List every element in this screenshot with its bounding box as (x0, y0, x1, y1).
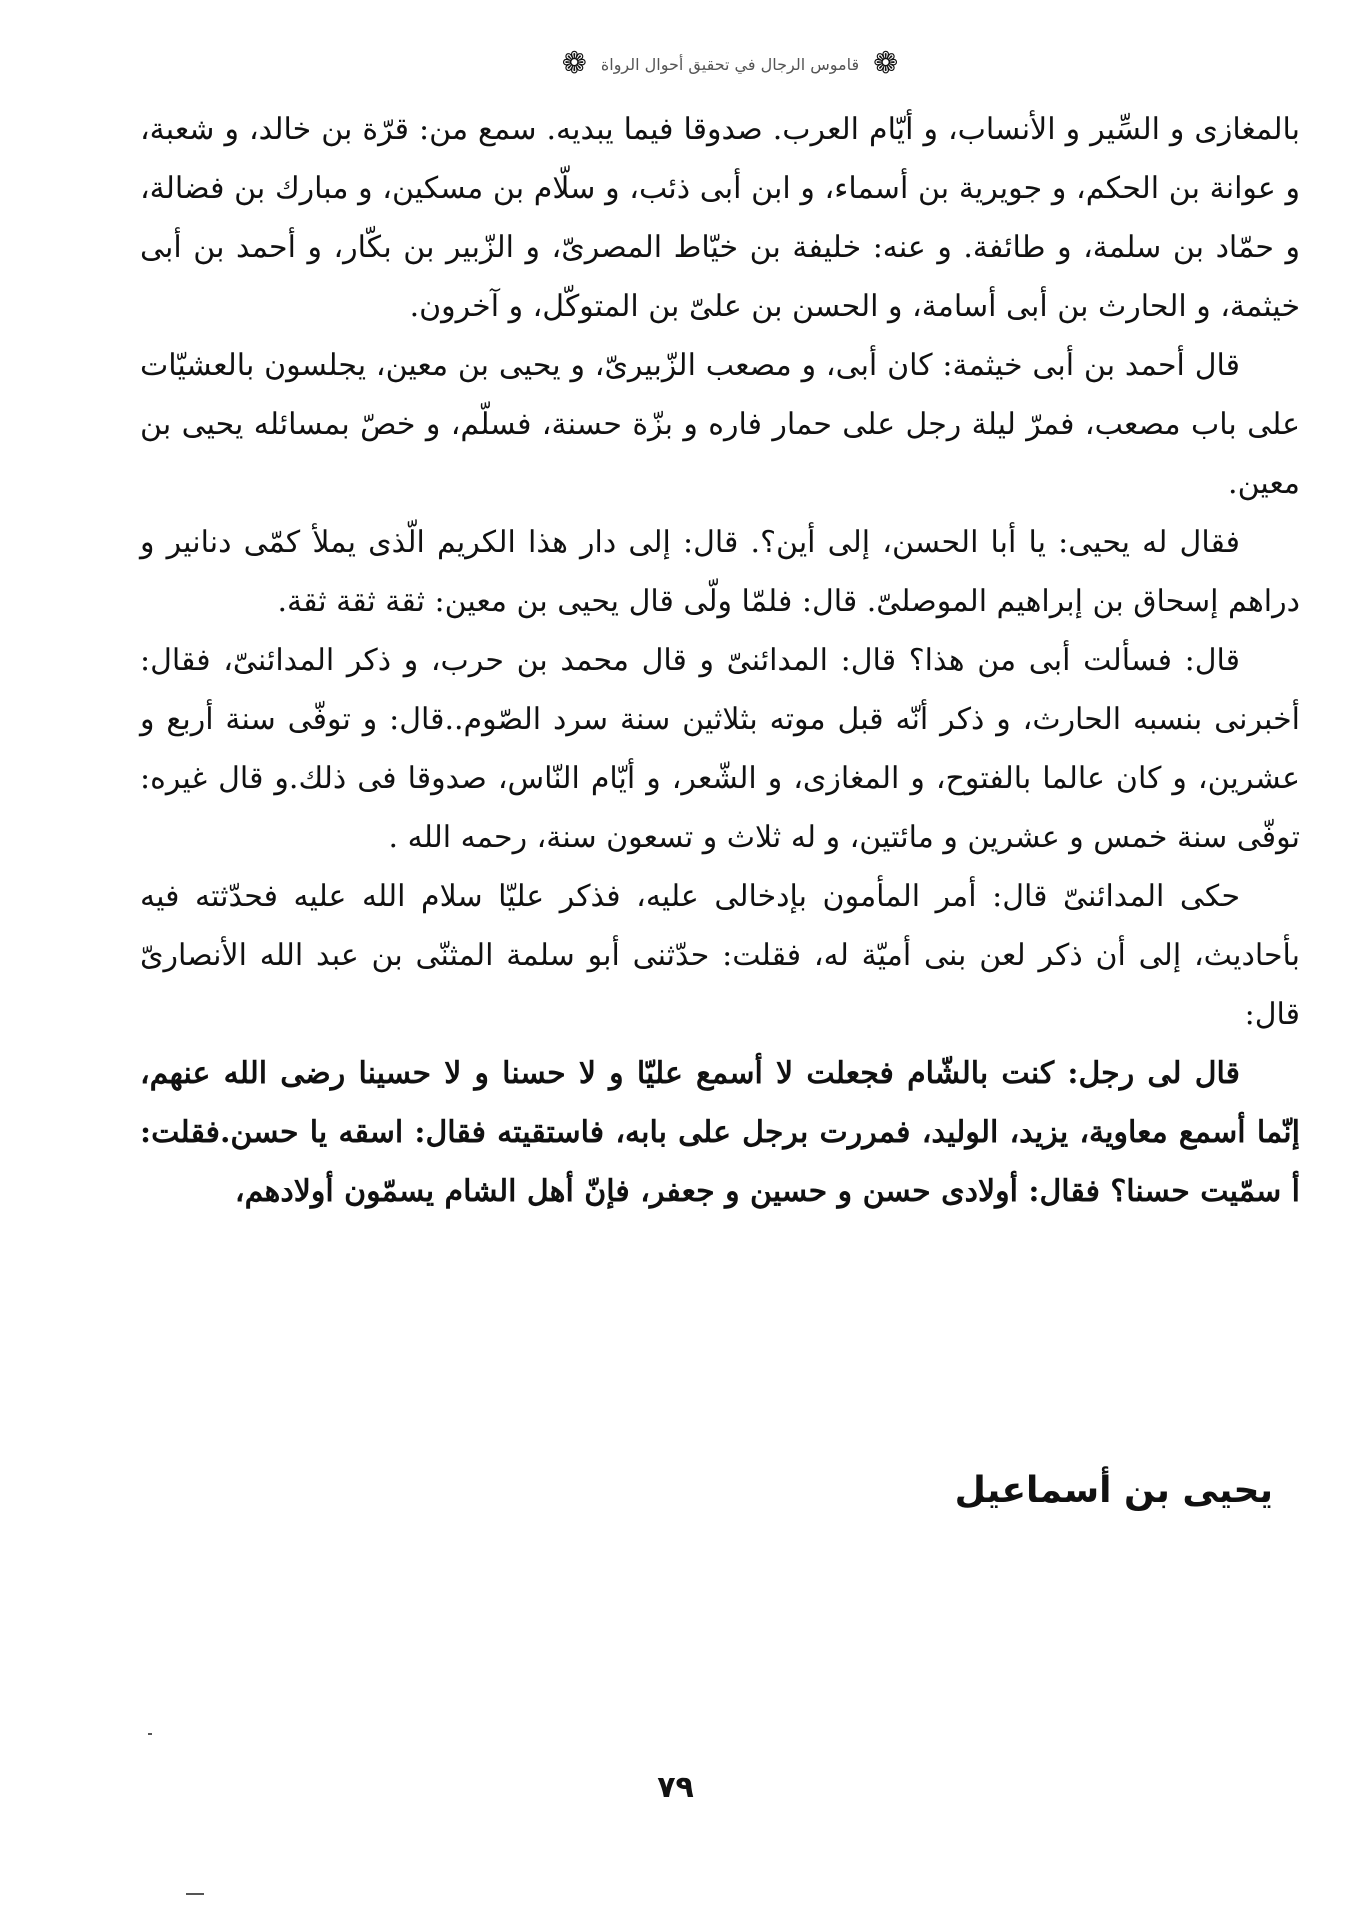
running-header-text: قاموس الرجال في تحقيق أحوال الرواة (600, 54, 860, 74)
body-text (140, 100, 1300, 1221)
paragraph: بالمغازى و السِّير و الأنساب، و أيّام العرب. صدوقا فيما يبديه. سمع من: قرّة بن خالد، و شعبة، و عوانة بن الحكم، و جويرية بن أسماء، و ابن أبى ذئب، و سلّام بن مسكين، و مبارك بن فضالة، و حمّاد بن سلمة، و طائفة. و عنه: خليفة بن خيّاط المصرىّ، و الزّبير بن بكّار، و أحمد بن أبى خيثمة، و الحارث بن أبى أسامة، و الحسن بن علىّ بن المتوكّل، و آخرون. (140, 112, 1300, 324)
paragraph: فقال له يحيى: يا أبا الحسن، إلى أين؟. قال: إلى دار هذا الكريم الّذى يملأ كمّى دنانير و دراهم إسحاق بن إبراهيم الموصلىّ. قال: فلمّا ولّى قال يحيى بن معين: ثقة ثقة ثقة. (140, 525, 1300, 619)
paragraph: قال: فسألت أبى من هذا؟ قال: المدائنىّ و قال محمد بن حرب، و ذكر المدائنىّ، فقال: أخبرنى بنسبه الحارث، و ذكر أنّه قبل موته بثلاثين سنة سرد الصّوم..قال: و توفّى سنة أربع و عشرين، و كان عالما بالفتوح، و المغازى، و الشّعر، و أيّام النّاس، صدوقا فى ذلك.و قال غيره: توفّى سنة خمس و عشرين و مائتين، و له ثلاث و تسعون سنة، رحمه الله . (140, 643, 1300, 855)
paragraph: قال أحمد بن أبى خيثمة: كان أبى، و مصعب الزّبيرىّ، و يحيى بن معين، يجلسون بالعشيّات على باب مصعب، فمرّ ليلة رجل على حمار فاره و بزّة حسنة، فسلّم، و خصّ بمسائله يحيى بن معين. (140, 348, 1300, 501)
ornament-icon: ❁ (873, 46, 899, 81)
ornament-icon: ❁ (561, 46, 587, 81)
scan-mark (148, 1733, 152, 1735)
section-heading: يحيى بن أسماعيل (954, 1470, 1273, 1511)
scan-mark (186, 1893, 204, 1895)
page-number: ٧٩ (657, 1770, 694, 1805)
paragraph: حكى المدائنىّ قال: أمر المأمون بإدخالى عليه، فذكر عليّا سلام الله عليه فحدّثته فيه بأحاديث، إلى أن ذكر لعن بنى أميّة له، فقلت: حدّثنى أبو سلمة المثنّى بن عبد الله الأنصارىّ قال: (140, 879, 1300, 1032)
running-header (510, 44, 950, 84)
paragraph: قال لى رجل: كنت بالشّام فجعلت لا أسمع عليّا و لا حسنا و لا حسينا رضى الله عنهم، إنّما أسمع معاوية، يزيد، الوليد، فمررت برجل على بابه، فاستقيته فقال: اسقه يا حسن.فقلت: أ سمّيت حسنا؟ فقال: أولادى حسن و حسين و جعفر، فإنّ أهل الشام يسمّون أولادهم، (140, 1056, 1300, 1209)
